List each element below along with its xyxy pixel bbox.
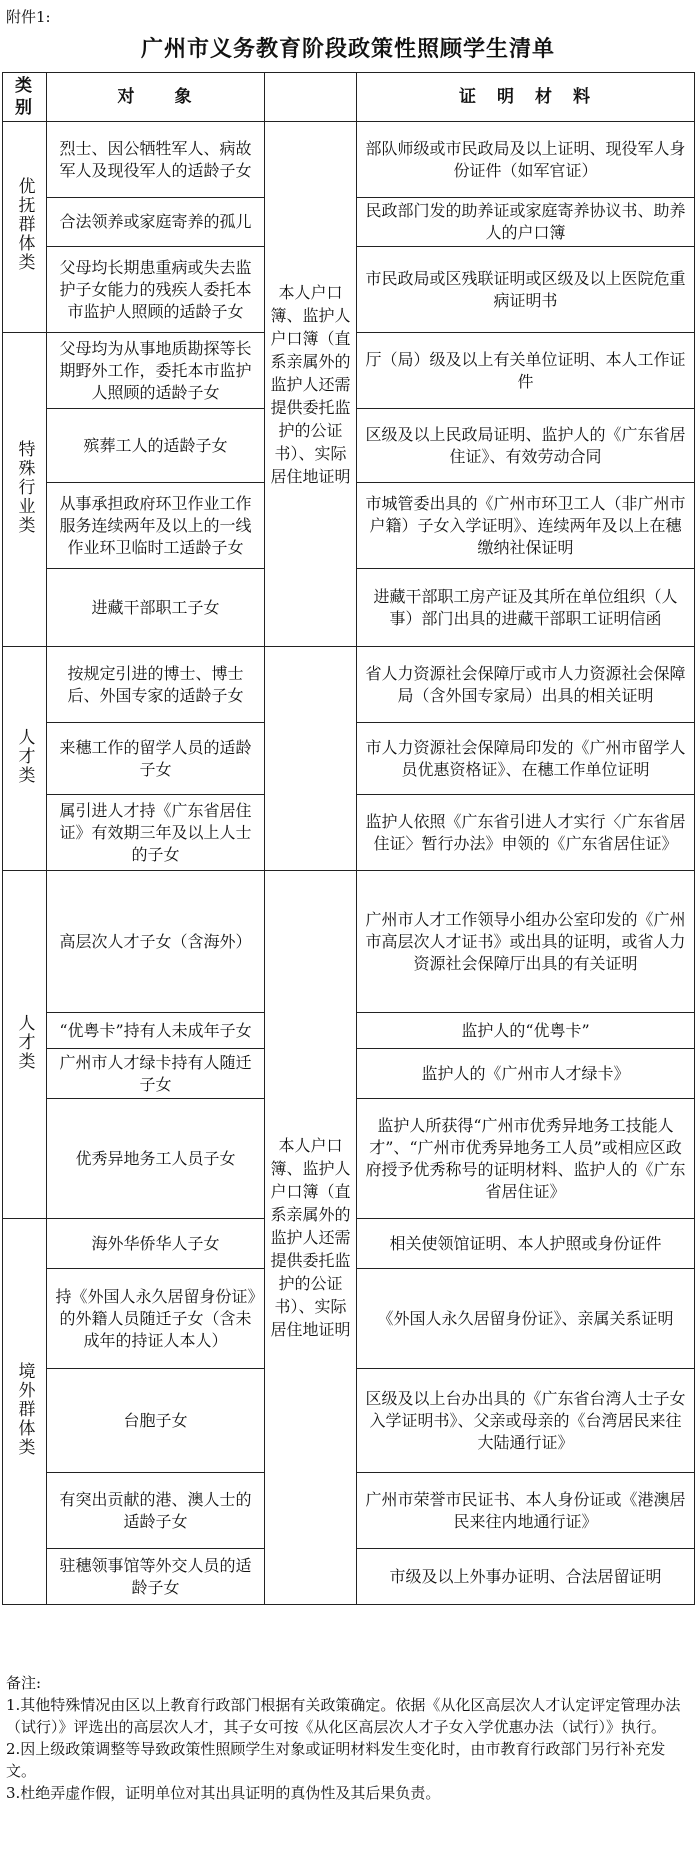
proof-cell: 民政部门发的助养证或家庭寄养协议书、助养人的户口簿 — [357, 198, 695, 247]
target-cell: 属引进人才持《广东省居住证》有效期三年及以上人士的子女 — [47, 795, 265, 871]
table-row — [3, 871, 695, 1013]
middle-empty-cell — [265, 647, 357, 871]
proof-cell: 《外国人永久居留身份证》、亲属关系证明 — [357, 1269, 695, 1369]
target-cell: 高层次人才子女（含海外） — [47, 871, 265, 1013]
category-label: 优抚群体类 — [14, 177, 35, 272]
proof-cell: 部队师级或市民政局及以上证明、现役军人身份证件（如军官证） — [357, 122, 695, 198]
target-cell: 海外华侨华人子女 — [47, 1219, 265, 1269]
middle-merged-cell-1: 本人户口簿、监护人户口簿（直系亲属外的监护人还需提供委托监护的公证书）、实际居住地证明 — [265, 122, 357, 647]
proof-cell: 省人力资源社会保障厅或市人力资源社会保障局（含外国专家局）出具的相关证明 — [357, 647, 695, 723]
proof-cell: 市城管委出具的《广州市环卫工人（非广州市户籍）子女入学证明》、连续两年及以上在穗缴纳社保证明 — [357, 483, 695, 569]
header-middle-empty — [265, 73, 357, 122]
notes-section — [6, 1672, 690, 1804]
header-category: 类别 — [3, 73, 47, 122]
proof-cell: 监护人的“优粤卡” — [357, 1013, 695, 1049]
category-cell — [3, 333, 47, 647]
proof-cell: 监护人所获得“广州市优秀异地务工技能人才”、“广州市优秀异地务工人员”或相应区政府授予优秀称号的证明材料、监护人的《广东省居住证》 — [357, 1099, 695, 1219]
target-cell: 父母均为从事地质勘探等长期野外工作，委托本市监护人照顾的适龄子女 — [47, 333, 265, 409]
header-proof: 证 明 材 料 — [357, 73, 695, 122]
target-cell: 驻穗领事馆等外交人员的适龄子女 — [47, 1549, 265, 1605]
proof-cell: 区级及以上民政局证明、监护人的《广东省居住证》、有效劳动合同 — [357, 409, 695, 483]
proof-cell: 市级及以上外事办证明、合法居留证明 — [357, 1549, 695, 1605]
target-cell: “优粤卡”持有人未成年子女 — [47, 1013, 265, 1049]
note-item: 2.因上级政策调整等导致政策性照顾学生对象或证明材料发生变化时，由市教育行政部门另行补充发文。 — [6, 1740, 666, 1780]
notes-label: 备注: — [6, 1674, 42, 1692]
category-label: 境外群体类 — [14, 1361, 35, 1457]
target-cell: 父母均长期患重病或失去监护子女能力的残疾人委托本市监护人照顾的适龄子女 — [47, 247, 265, 333]
proof-cell: 市民政局或区残联证明或区级及以上医院危重病证明书 — [357, 247, 695, 333]
target-cell: 进藏干部职工子女 — [47, 569, 265, 647]
category-cell — [3, 871, 47, 1219]
target-cell: 优秀异地务工人员子女 — [47, 1099, 265, 1219]
proof-cell: 相关使领馆证明、本人护照或身份证件 — [357, 1219, 695, 1269]
proof-cell: 监护人的《广州市人才绿卡》 — [357, 1049, 695, 1099]
proof-cell: 区级及以上台办出具的《广东省台湾人士子女入学证明书》、父亲或母亲的《台湾居民来往大陆通行证》 — [357, 1369, 695, 1473]
table-header-row — [3, 73, 695, 122]
target-cell: 有突出贡献的港、澳人士的适龄子女 — [47, 1473, 265, 1549]
proof-cell: 广州市人才工作领导小组办公室印发的《广州市高层次人才证书》或出具的证明，或省人力资源社会保障厅出具的有关证明 — [357, 871, 695, 1013]
category-cell — [3, 1219, 47, 1605]
target-cell: 从事承担政府环卫作业工作服务连续两年及以上的一线作业环卫临时工适龄子女 — [47, 483, 265, 569]
table-row — [3, 647, 695, 723]
target-cell: 广州市人才绿卡持有人随迁子女 — [47, 1049, 265, 1099]
target-cell: 合法领养或家庭寄养的孤儿 — [47, 198, 265, 247]
target-cell: 台胞子女 — [47, 1369, 265, 1473]
header-target: 对 象 — [47, 73, 265, 122]
target-cell: 烈士、因公牺牲军人、病故军人及现役军人的适龄子女 — [47, 122, 265, 198]
annex-label: 附件1: — [6, 8, 51, 26]
note-item: 1.其他特殊情况由区以上教育行政部门根据有关政策确定。依据《从化区高层次人才认定评定管理办法（试行）》评选出的高层次人才，其子女可按《从化区高层次人才子女入学优惠办法（试行）》执行。 — [6, 1696, 681, 1736]
target-cell: 来穗工作的留学人员的适龄子女 — [47, 723, 265, 795]
proof-cell: 监护人依照《广东省引进人才实行〈广东省居住证〉暂行办法》申领的《广东省居住证》 — [357, 795, 695, 871]
target-cell: 按规定引进的博士、博士后、外国专家的适龄子女 — [47, 647, 265, 723]
proof-cell: 广州市荣誉市民证书、本人身份证或《港澳居民来往内地通行证》 — [357, 1473, 695, 1549]
proof-cell: 厅（局）级及以上有关单位证明、本人工作证件 — [357, 333, 695, 409]
proof-cell: 市人力资源社会保障局印发的《广州市留学人员优惠资格证》、在穗工作单位证明 — [357, 723, 695, 795]
category-cell — [3, 647, 47, 871]
proof-cell: 进藏干部职工房产证及其所在单位组织（人事）部门出具的进藏干部职工证明信函 — [357, 569, 695, 647]
category-cell — [3, 122, 47, 333]
target-cell: 持《外国人永久居留身份证》的外籍人员随迁子女（含未成年的持证人本人） — [47, 1269, 265, 1369]
policy-table — [2, 72, 695, 1605]
middle-merged-cell-2: 本人户口簿、监护人户口簿（直系亲属外的监护人还需提供委托监护的公证书）、实际居住地证明 — [265, 871, 357, 1605]
page-title: 广州市义务教育阶段政策性照顾学生清单 — [140, 36, 555, 62]
category-label: 特殊行业类 — [14, 439, 35, 535]
note-item: 3.杜绝弄虚作假，证明单位对其出具证明的真伪性及其后果负责。 — [6, 1784, 441, 1802]
category-label: 人才类 — [14, 1013, 35, 1071]
category-label: 人才类 — [14, 727, 35, 785]
table-row — [3, 122, 695, 198]
target-cell: 殡葬工人的适龄子女 — [47, 409, 265, 483]
